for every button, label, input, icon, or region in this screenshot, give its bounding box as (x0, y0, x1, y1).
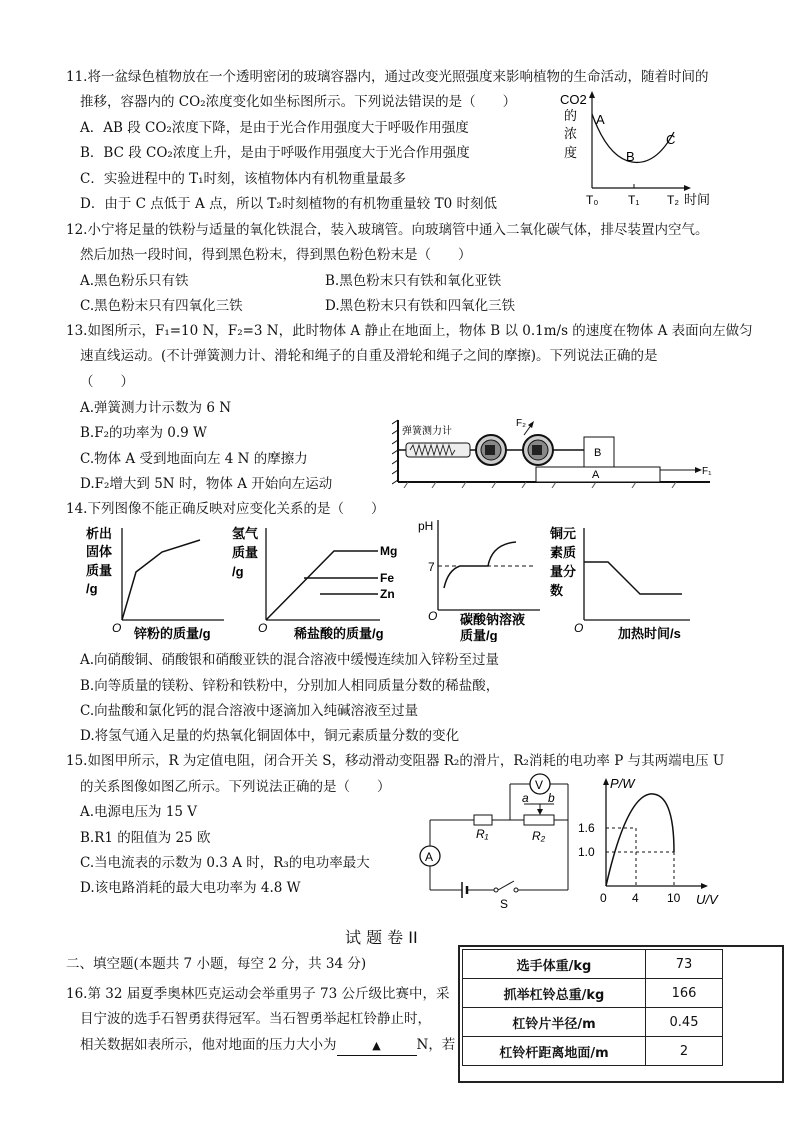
q13-block-a: A (592, 469, 600, 481)
q14-option-b: B.向等质量的镁粉、锌粉和铁粉中，分别加人相同质量分数的稀盐酸， (80, 678, 500, 694)
q13-spring-label: 弹簧测力计 (402, 426, 452, 437)
q13-block-b: B (594, 447, 602, 459)
table-cell-label: 选手体重/kg (463, 950, 646, 979)
q14-g3-seven: 7 (428, 560, 435, 574)
q15-label-b: b (548, 791, 555, 805)
q11-t2: T₂ (667, 193, 679, 207)
q11-option-b: B．BC 段 CO₂浓度上升，是由于呼吸作用强度大于光合作用强度 (80, 145, 470, 161)
q11-t0: T₀ (586, 193, 599, 207)
q15-circuit-diagram (410, 770, 582, 910)
q15-option-a: A.电源电压为 15 V (80, 804, 198, 820)
q13-pulley-figure (392, 412, 722, 488)
q14-option-d: D.将氢气通入足量的灼热氧化铜固体中，铜元素质量分数的变化 (80, 728, 460, 744)
q15-power-graph (578, 774, 728, 910)
q14-g1-ylabel-3: 质量 (86, 563, 113, 578)
q11-y-label-1: CO2 (560, 92, 587, 107)
q14-g4-xlabel: 加热时间/s (618, 626, 681, 641)
q11-y-label-4: 度 (564, 145, 578, 160)
q14-graph-2 (230, 520, 400, 642)
q15-r2-label: R₂ (532, 829, 546, 843)
q14-g1-ylabel-2: 固体 (86, 544, 113, 559)
q14-g3-ylabel: pH (418, 519, 434, 533)
q14-g2-origin: O (258, 621, 268, 635)
q14-g2-xlabel: 稀盐酸的质量/g (294, 626, 384, 641)
q14-g1-xlabel: 锌粉的质量/g (134, 626, 211, 641)
q15-graph-xlabel: U/V (696, 892, 718, 907)
table-cell-value: 166 (646, 979, 723, 1008)
q14-g3-xlabel-1: 碳酸钠溶液 (460, 612, 526, 627)
q12-line1: 12.小宁将足量的铁粉与适量的氧化铁混合，装入玻璃管。向玻璃管中通入二氧化碳气体，排尽装置内空气。 (66, 222, 709, 238)
q14-g4-ylabel-4: 数 (550, 583, 564, 598)
q16-answer-blank[interactable] (337, 1037, 417, 1056)
q14-graph-1 (82, 520, 232, 642)
table-row (463, 950, 723, 979)
q13-f1-label: F₁ (702, 466, 712, 477)
q12-option-c: C.黑色粉末只有四氧化三铁 (80, 298, 243, 314)
q11-co2-graph (556, 90, 716, 212)
q11-option-d: D．由于 C 点低于 A 点，所以 T₂时刻植物的有机物重量较 T0 时刻低 (80, 196, 497, 212)
q14-g2-ylabel-3: /g (232, 564, 244, 579)
q11-option-c: C．实验进程中的 T₁时刻，该植物体内有机物重量最多 (80, 171, 407, 187)
table-cell-label: 杠铃片半径/m (463, 1008, 646, 1037)
q11-y-label-3: 浓 (564, 126, 578, 141)
table-cell-label: 杠铃杆距离地面/m (463, 1037, 646, 1066)
q14-g3-xlabel-2: 质量/g (460, 628, 498, 642)
q15-voltmeter-label: V (535, 778, 544, 792)
data-table (462, 949, 723, 1066)
table-row (463, 1037, 723, 1066)
q14-g2-fe: Fe (380, 571, 395, 585)
q11-option-a: A．AB 段 CO₂浓度下降，是由于光合作用强度大于呼吸作用强度 (80, 120, 469, 136)
q14-g4-origin: O (574, 621, 584, 635)
q15-graph-x1: 4 (632, 891, 639, 905)
q15-graph-x2: 10 (667, 891, 681, 905)
q15-r1-label: R₁ (476, 827, 489, 841)
q16-line3 (80, 1036, 455, 1056)
q14-g1-origin: O (112, 621, 122, 635)
q15-option-d: D.该电路消耗的最大电功率为 4.8 W (80, 880, 301, 896)
table-cell-value: 73 (646, 950, 723, 979)
q11-y-label-2: 的 (564, 108, 578, 123)
q11-x-label: 时间 (684, 192, 711, 207)
q13-line3: （ ） (80, 374, 134, 390)
q13-f2-label: F₂ (516, 418, 526, 429)
q15-graph-origin: 0 (600, 891, 607, 905)
q12-option-a: A.黑色粉乐只有铁 (80, 273, 189, 289)
table-cell-label: 抓举杠铃总重/kg (463, 979, 646, 1008)
q11-line1: 11.将一盆绿色植物放在一个透明密闭的玻璃容器内，通过改变光照强度来影响植物的生命活动，随着时间的 (66, 69, 709, 85)
q15-option-c: C.当电流表的示数为 0.3 A 时，R₃的电功率最大 (80, 855, 370, 871)
q12-option-b: B.黑色粉末只有铁和氧化亚铁 (325, 273, 502, 289)
q14-line1: 14.下列图像不能正确反映对应变化关系的是（ ） (66, 501, 385, 517)
q14-g4-ylabel-2: 素质 (550, 545, 577, 560)
q15-line2: 的关系图像如图乙所示。下列说法正确的是（ ） (80, 779, 391, 795)
q14-graph-4 (548, 520, 698, 642)
q16-blank-marker: ▲ (372, 1039, 381, 1052)
table-row (463, 979, 723, 1008)
q14-g4-ylabel-3: 量分 (550, 564, 577, 579)
q16-line2: 目宁波的选手石智勇获得冠军。当石智勇举起杠铃静止时， (80, 1011, 431, 1027)
section-title: 试 题 卷 II (345, 928, 418, 947)
q14-g4-ylabel-1: 铜元 (550, 526, 577, 541)
q16-line3-post: N，若 (416, 1037, 456, 1053)
q16-line1: 16.第 32 届夏季奥林匹克运动会举重男子 73 公斤级比赛中，采 (66, 986, 450, 1002)
q14-g3-origin: O (428, 609, 438, 623)
q14-option-c: C.向盐酸和氯化钙的混合溶液中逐滴加入纯碱溶液至过量 (80, 703, 419, 719)
q14-g2-ylabel-1: 氢气 (232, 526, 259, 541)
q11-t1: T₁ (628, 193, 640, 207)
q15-ammeter-label: A (425, 850, 434, 864)
table-cell-value: 0.45 (646, 1008, 723, 1037)
q15-switch-label: S (500, 897, 509, 910)
q16-line3-pre: 相关数据如表所示，他对地面的压力大小为 (80, 1037, 337, 1053)
q11-point-b: B (626, 149, 635, 164)
q14-g1-ylabel-4: /g (86, 581, 98, 596)
q14-option-a: A.向硝酸铜、硝酸银和硝酸亚铁的混合溶液中缓慢连续加入锌粉至过量 (80, 652, 500, 668)
q11-point-a: A (596, 112, 605, 127)
q15-option-b: B.R1 的阻值为 25 欧 (80, 830, 211, 846)
q11-point-c: C (666, 132, 676, 147)
q14-g2-mg: Mg (380, 544, 398, 558)
q11-line2: 推移，容器内的 CO₂浓度变化如坐标图所示。下列说法错误的是（ ） (80, 94, 517, 110)
q15-graph-y1: 1.6 (578, 821, 595, 835)
q14-g2-zn: Zn (380, 587, 395, 601)
section-heading: 二、填空题(本题共 7 小题，每空 2 分，共 34 分) (66, 956, 367, 972)
q13-line2: 速直线运动。(不计弹簧测力计、滑轮和绳子的自重及滑轮和绳子之间的摩擦)。下列说法正确的是 (80, 348, 658, 364)
q14-g2-ylabel-2: 质量 (232, 545, 259, 560)
q13-line1: 13.如图所示，F₁=10 N，F₂=3 N，此时物体 A 静止在地面上，物体 B 以 0.1m/s 的速度在物体 A 表面向左做匀 (66, 323, 753, 339)
table-cell-value: 2 (646, 1037, 723, 1066)
q15-label-a: a (522, 791, 529, 805)
q13-option-a: A.弹簧测力计示数为 6 N (80, 400, 232, 416)
q12-line2: 然后加热一段时间，得到黑色粉末，得到黑色粉色粉末是（ ） (80, 247, 472, 263)
q14-graph-3 (416, 516, 546, 642)
q13-option-d: D.F₂增大到 5N 时，物体 A 开始向左运动 (80, 476, 333, 492)
q13-option-c: C.物体 A 受到地面向左 4 N 的摩擦力 (80, 451, 308, 467)
q14-g1-ylabel-1: 析出 (86, 526, 113, 541)
q12-option-d: D.黑色粉末只有铁和四氧化三铁 (325, 298, 516, 314)
q13-option-b: B.F₂的功率为 0.9 W (80, 425, 207, 441)
table-row (463, 1008, 723, 1037)
q15-graph-y2: 1.0 (578, 845, 595, 859)
q15-line1: 15.如图甲所示，R 为定值电阻，闭合开关 S，移动滑动变阻器 R₂的滑片，R₂消耗的电功率 P 与其两端电压 U (66, 753, 725, 769)
q15-graph-ylabel: P/W (610, 776, 635, 791)
